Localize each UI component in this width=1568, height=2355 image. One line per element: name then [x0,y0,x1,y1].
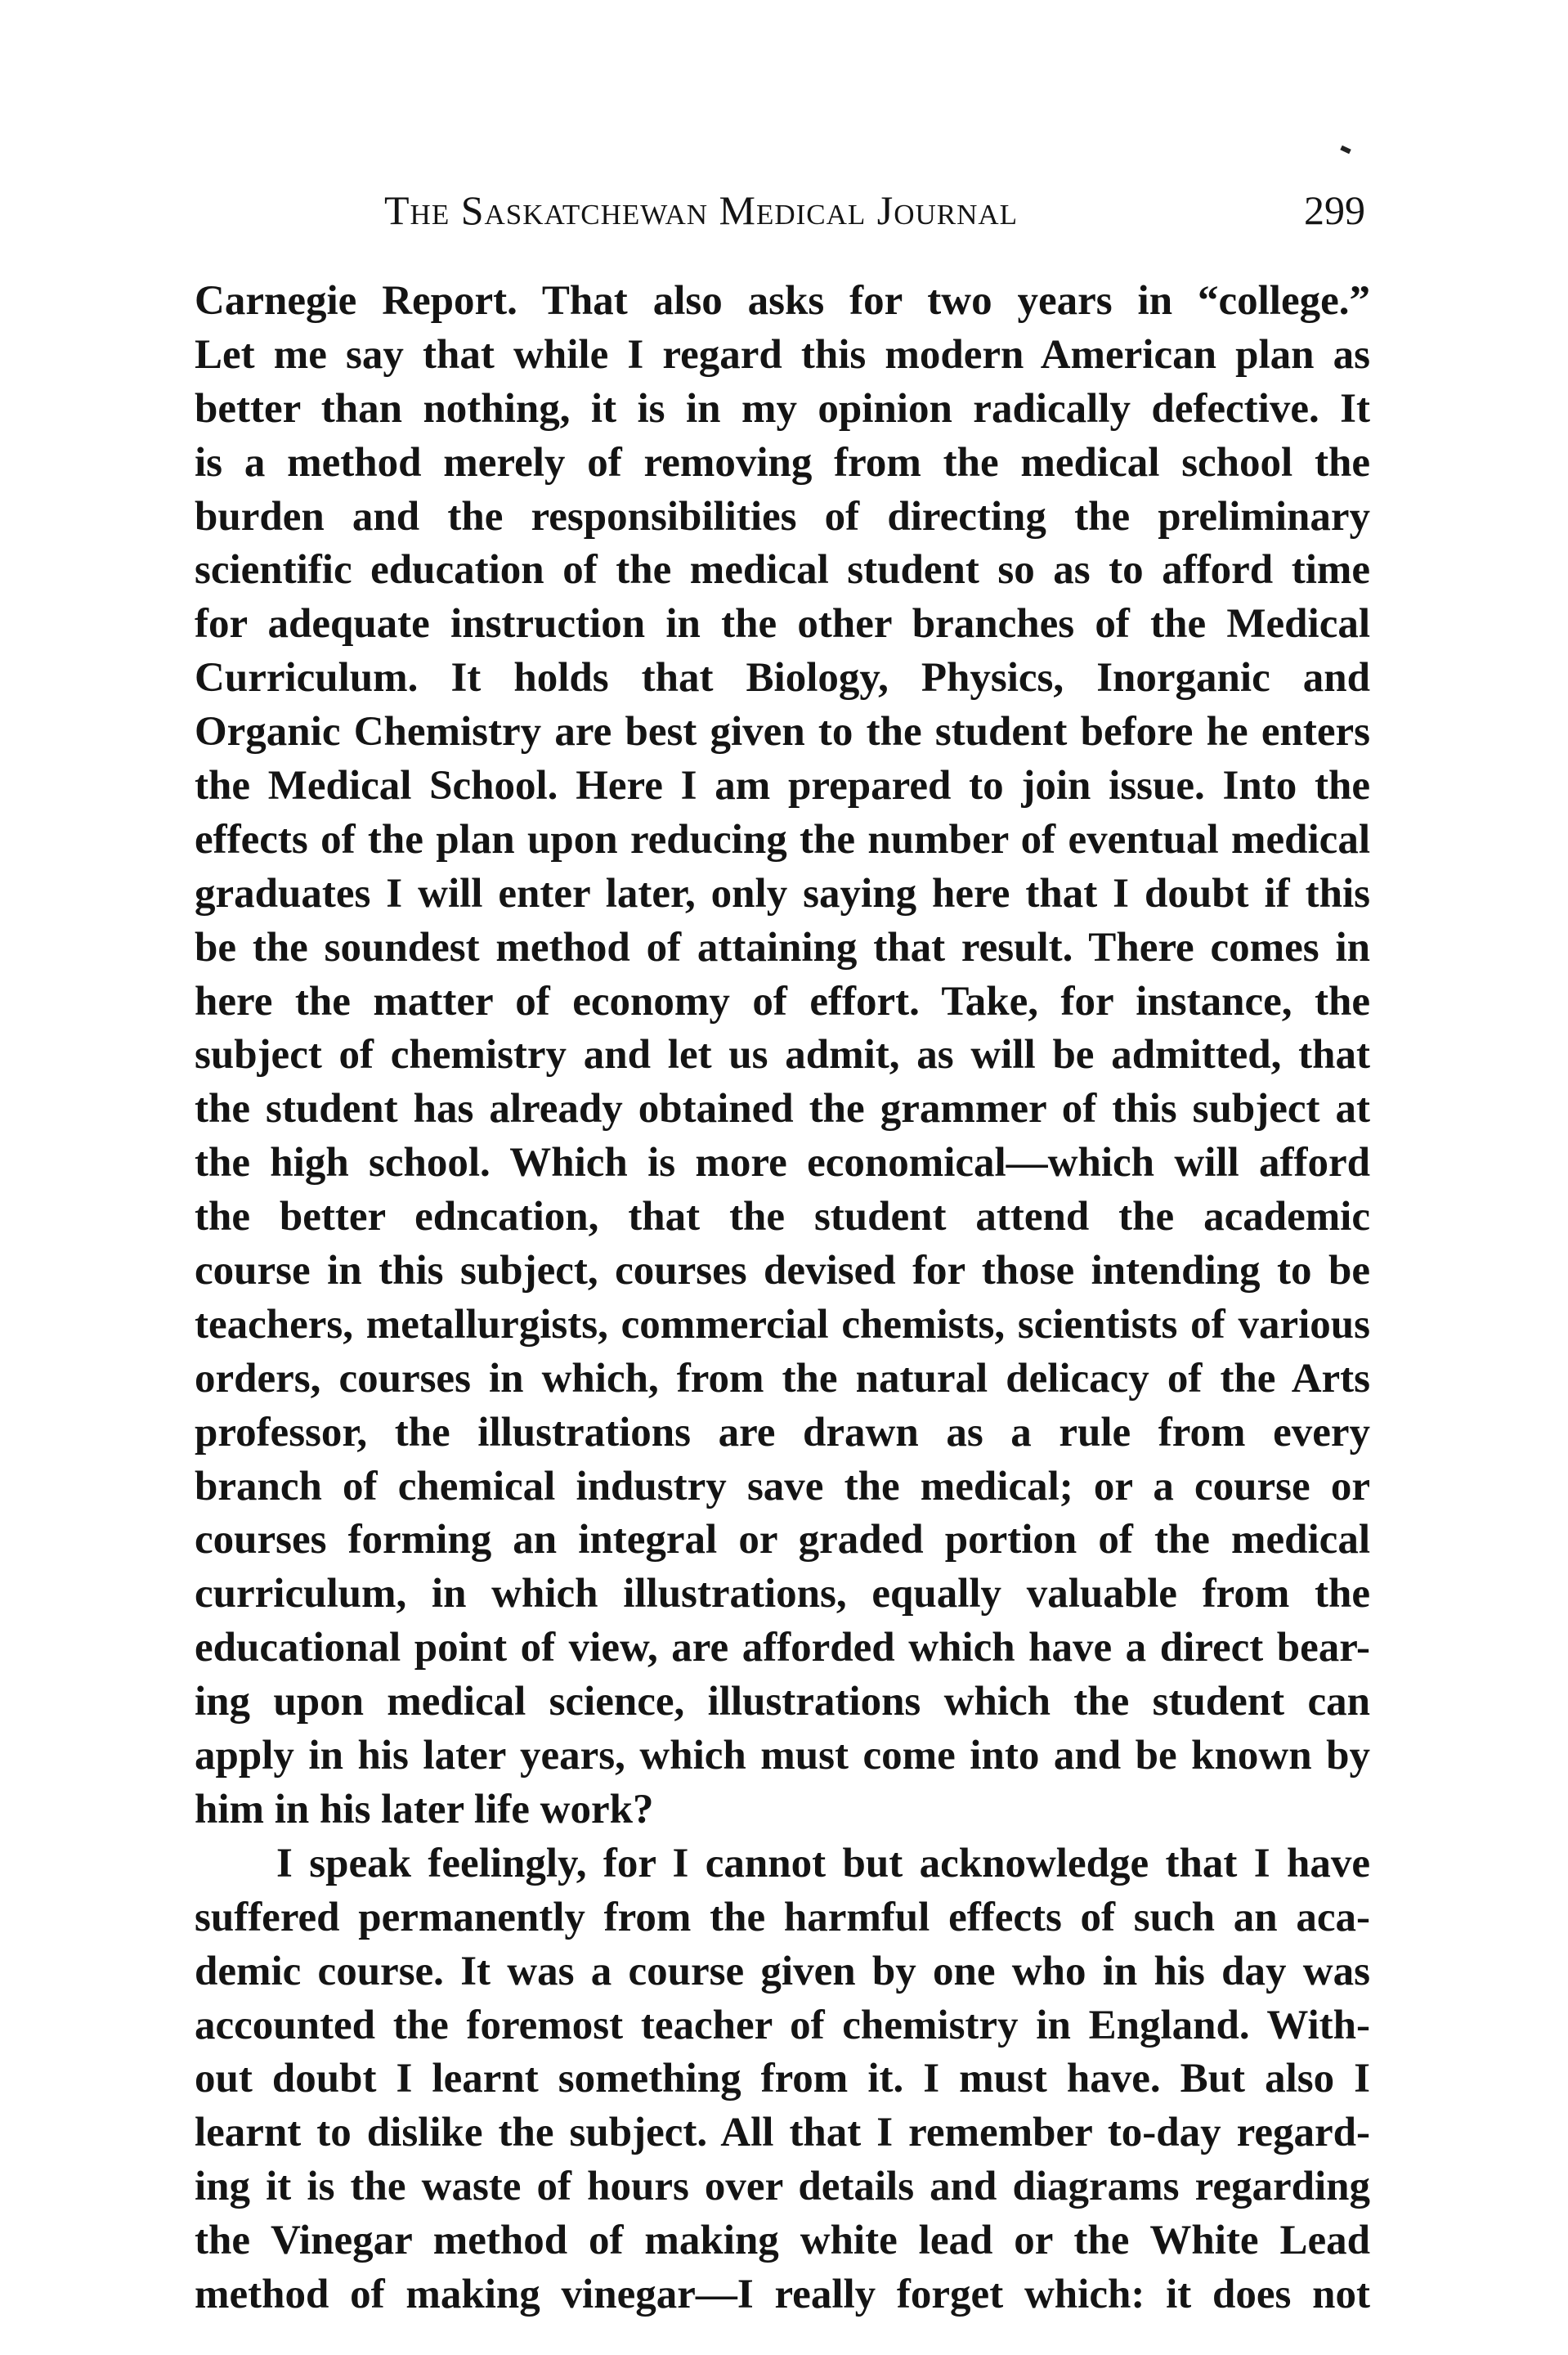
text-line: Carnegie Report. That also asks for two years in “college.” [195,278,1370,324]
text-line: the Vinegar method of making white lead or the White Lead [195,2218,1370,2264]
text-line: scientific education of the medical student so as to afford time [195,547,1370,594]
text-line: for adequate instruction in the other branches of the Medical [195,601,1370,648]
text-line: educational point of view, are afforded which have a direct bear- [195,1625,1370,1671]
text-line: be the soundest method of attaining that result. There comes in [195,924,1370,971]
text-line: Curriculum. It holds that Biology, Physics, Inorganic and [195,655,1370,702]
text-line: Let me say that while I regard this modern American plan as [195,331,1370,378]
text-line: branch of chemical industry save the medical; or a course or [195,1463,1370,1509]
text-line: ing upon medical science, illustrations which the student can [195,1679,1370,1725]
paragraph-first-line: I speak feelingly, for I cannot but acknowledge that I have [276,1840,1370,1886]
text-line: orders, courses in which, from the natural delicacy of the Arts [195,1355,1370,1402]
text-line: the Medical School. Here I am prepared to join issue. Into the [195,763,1370,810]
text-line: professor, the illustrations are drawn as a rule from every [195,1409,1370,1456]
text-line: method of making vinegar—I really forget which: it does not [195,2271,1370,2317]
text-line: burden and the responsibilities of directing the preliminary [195,493,1370,540]
text-line: Organic Chemistry are best given to the student before he enters [195,709,1370,756]
running-head [196,182,1365,239]
text-line: curriculum, in which illustrations, equally valuable from the [195,1571,1370,1617]
text-line: graduates I will enter later, only saying here that I doubt if this [195,870,1370,917]
text-line: learnt to dislike the subject. All that I remember to-day regard- [195,2110,1370,2156]
text-line: the high school. Which is more economical—which will afford [195,1140,1370,1186]
text-line: apply in his later years, which must come into and be known by [195,1733,1370,1779]
text-line: here the matter of economy of effort. Take, for instance, the [195,978,1370,1025]
text-line: subject of chemistry and let us admit, as will be admitted, that [195,1032,1370,1079]
text-line: teachers, metallurgists, commercial chemists, scientists of various [195,1301,1370,1348]
text-line: better than nothing, it is in my opinion radically defective. It [195,385,1370,432]
text-line: courses forming an integral or graded portion of the medical [195,1517,1370,1563]
text-line: the better edncation, that the student attend the academic [195,1194,1370,1240]
text-line: is a method merely of removing from the medical school the [195,439,1370,486]
text-line: ing it is the waste of hours over details and diagrams regarding [195,2164,1370,2210]
text-line: suffered permanently from the harmful effects of such an aca- [195,1894,1370,1940]
text-line: course in this subject, courses devised for those intending to be [195,1248,1370,1294]
print-mark [1340,146,1351,155]
article-body [195,275,1370,2322]
text-line: demic course. It was a course given by one who in his day was [195,1948,1370,1994]
text-line: him in his later life work? [195,1786,654,1832]
text-line: the student has already obtained the grammer of this subject at [195,1086,1370,1133]
text-line: accounted the foremost teacher of chemistry in England. With- [195,2002,1370,2048]
page-number: 299 [1304,187,1365,233]
journal-title: The Saskatchewan Medical Journal [384,187,1019,233]
text-line: effects of the plan upon reducing the number of eventual medical [195,816,1370,863]
text-line: out doubt I learnt something from it. I must have. But also I [195,2056,1370,2102]
